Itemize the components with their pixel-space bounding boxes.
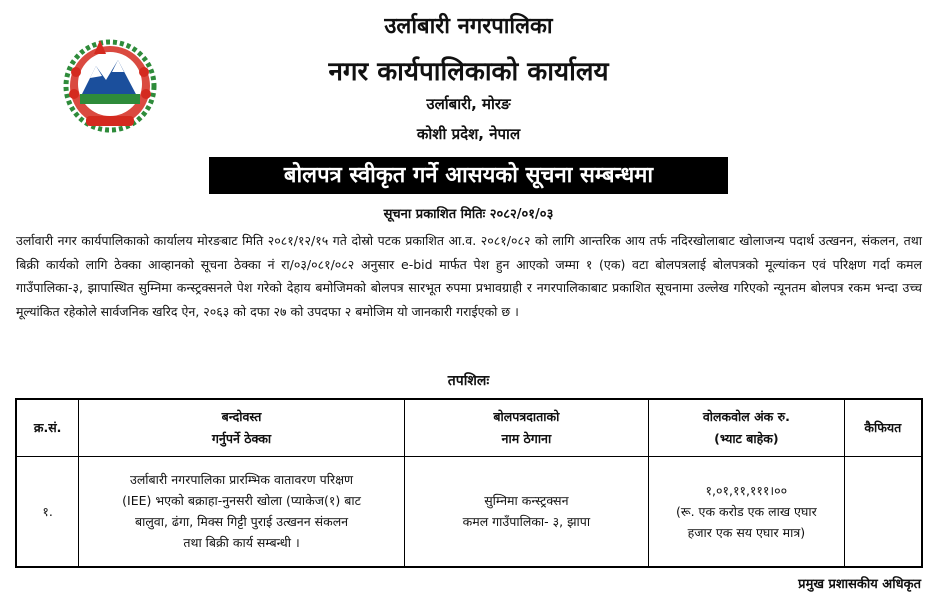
bid-amount-words-line2: हजार एक सय एघार मात्र) [687, 524, 806, 540]
bidder-address: कमल गाउँपालिका- ३, झापा [462, 514, 591, 530]
municipality-name: उर्लाबारी नगरपालिका [384, 14, 553, 39]
published-date: सूचना प्रकाशित मितिः २०८२/०१/०३ [383, 207, 554, 222]
office-location: उर्लाबारी, मोरङ [426, 95, 511, 113]
contract-line: (IEE) भएको बक्राहा-नुनसरी खोला (प्याकेज(१) बाट [122, 493, 361, 509]
details-heading: तपशिलः [447, 373, 490, 389]
header-contract [79, 399, 404, 456]
header-bidder-line1: बोलपत्रदाताको [493, 408, 560, 424]
office-province: कोशी प्रदेश, नेपाल [416, 125, 521, 143]
bid-amount-words-line1: (रू. एक करोड एक लाख एघार [676, 503, 817, 519]
table-header-row [16, 399, 922, 456]
notice-title-banner: बोलपत्र स्वीकृत गर्ने आसयको सूचना सम्बन्धमा [209, 157, 728, 194]
cell-serial: १. [16, 456, 79, 567]
header-amount [649, 399, 845, 456]
header-amount-line1: वोलकवोल अंक रु. [702, 408, 790, 424]
cell-bidder [404, 456, 648, 567]
bid-amount: १,०१,११,१११।०० [705, 482, 788, 498]
cell-amount [649, 456, 845, 567]
contract-line: उर्लाबारी नगरपालिका प्रारम्भिक वातावरण परिक्षण [129, 472, 354, 488]
header-contract-line1: बन्दोवस्त [221, 408, 262, 424]
contract-line: तथा बिक्री कार्य सम्बन्धी । [183, 535, 300, 551]
bid-details-table [15, 398, 923, 568]
contract-line: बालुवा, ढंगा, मिक्स गिट्टी पुराई उत्खनन संकलन [134, 514, 349, 530]
office-name: नगर कार्यपालिकाको कार्यालय [328, 57, 609, 87]
notice-body: उर्लावारी नगर कार्यपालिकाको कार्यालय मोरङबाट मिति २०८१/१२/१५ गते दोस्रो पटक प्रकाशित आ.व. २०८१/०८२ को लागि आन्तरिक आय तर्फ नदिरखोलाबाट खोलाजन्य पदार्थ उत्खनन, संकलन, तथा बिक्री कार्यको लागि ठेक्का आव्हानको सूचना ठेक्का नं रा/०३/०८१/०८२ अनुसार e-bid मार्फत पेश हुन आएको जम्मा १ (एक) वटा बोलपत्रलाई बोलपत्रको मूल्यांकन एवं परिक्षण गर्दा कमल गाउँपालिका-३, झापास्थित सुम्निमा कन्स्ट्रक्सनले पेश गरेको देहाय बमोजिमको बोलपत्र सारभूत रुपमा प्रभावग्राही र नगरपालिकाबाट प्रकाशित सूचनामा उल्लेख गरिएको न्यूनतम बोलपत्र रकम भन्दा उच्च मूल्यांकित रहेकोले सार्वजनिक खरिद ऐन, २०६३ को दफा २७ को उपदफा २ बमोजिम यो जानकारी गराईएको छ । [16, 233, 922, 319]
cell-remarks [844, 456, 922, 567]
cell-contract [79, 456, 404, 567]
header-contract-line2: गर्नुपर्ने ठेक्का [211, 430, 272, 446]
header-remarks: कैफियत [844, 399, 922, 456]
header-bidder [404, 399, 648, 456]
header-amount-line2: (भ्याट बाहेक) [714, 430, 779, 446]
signatory-title: प्रमुख प्रशासकीय अधिकृत [798, 577, 921, 592]
header-bidder-line2: नाम ठेगाना [501, 430, 552, 446]
bidder-name: सुम्निमा कन्स्ट्रक्सन [484, 493, 569, 509]
header-serial: क्र.सं. [16, 399, 79, 456]
table-row [16, 456, 922, 567]
